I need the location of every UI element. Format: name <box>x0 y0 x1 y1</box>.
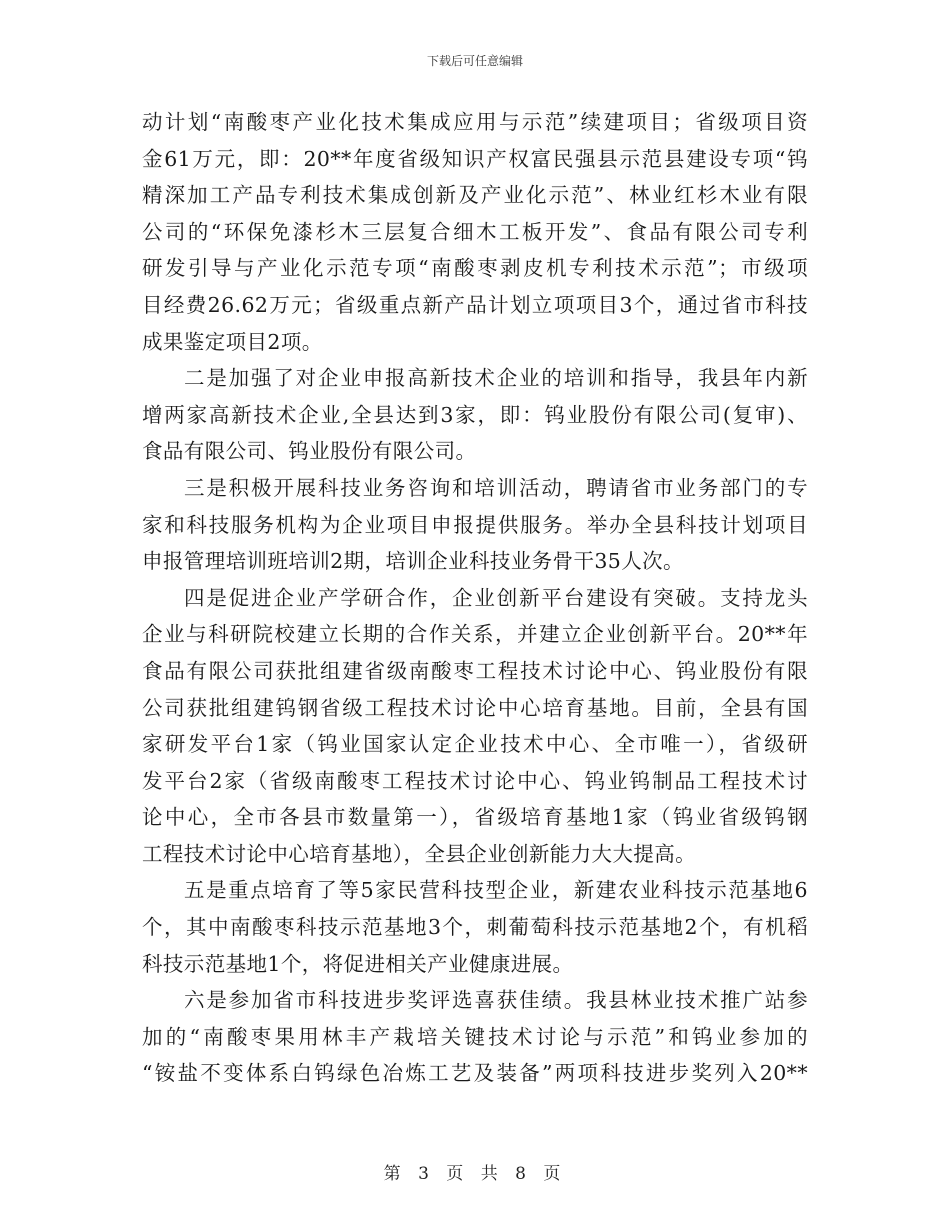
document-body <box>142 104 808 1092</box>
paragraph-line: 精深加工产品专利技术集成创新及产业化示范”、林业红杉木业有限 <box>142 183 808 208</box>
paragraph-line: 工程技术讨论中心培育基地），全县企业创新能力大大提高。 <box>142 841 697 866</box>
paragraph-line: “铵盐不变体系白钨绿色冶炼工艺及装备”两项科技进步奖列入20** <box>142 1061 808 1086</box>
paragraph-line: 金61万元，即：20**年度省级知识产权富民强县示范县建设专项“钨 <box>142 146 808 171</box>
paragraph-line: 论中心，全市各县市数量第一），省级培育基地1家（钨业省级钨钢 <box>142 805 808 830</box>
paragraph-line: 申报管理培训班培训2期，培训企业科技业务骨干35人次。 <box>142 549 684 574</box>
paragraph-line: 动计划“南酸枣产业化技术集成应用与示范”续建项目；省级项目资 <box>142 110 808 134</box>
page-header: 下载后可任意编辑 <box>426 54 523 68</box>
paragraph-line: 加的“南酸枣果用林丰产栽培关键技术讨论与示范”和钨业参加的 <box>142 1024 808 1049</box>
paragraph <box>142 104 808 360</box>
paragraph-line: 公司获批组建钨钢省级工程技术讨论中心培育基地。目前，全县有国 <box>142 695 808 720</box>
paragraph <box>142 470 808 580</box>
paragraph <box>142 982 808 1092</box>
paragraph <box>142 872 808 982</box>
paragraph-line: 研发引导与产业化示范专项“南酸枣剥皮机专利技术示范”；市级项 <box>142 256 808 281</box>
paragraph-line: 三是积极开展科技业务咨询和培训活动，聘请省市业务部门的专 <box>184 475 808 500</box>
paragraph-line: 五是重点培育了等5家民营科技型企业，新建农业科技示范基地6 <box>184 878 808 903</box>
paragraph-line: 二是加强了对企业申报高新技术企业的培训和指导，我县年内新 <box>184 366 808 391</box>
paragraph-line: 科技示范基地1个，将促进相关产业健康进展。 <box>142 951 574 976</box>
paragraph-line: 个，其中南酸枣科技示范基地3个，刺葡萄科技示范基地2个，有机稻 <box>142 915 808 940</box>
paragraph-line: 家研发平台1家（钨业国家认定企业技术中心、全市唯一），省级研 <box>142 732 808 757</box>
paragraph-line: 公司的“环保免漆杉木三层复合细木工板开发”、食品有限公司专利 <box>142 219 808 244</box>
paragraph-line: 发平台2家（省级南酸枣工程技术讨论中心、钨业钨制品工程技术讨 <box>142 768 808 793</box>
paragraph-line: 家和科技服务机构为企业项目申报提供服务。举办全县科技计划项目 <box>142 512 808 537</box>
page-footer: 第 3 页 共 8 页 <box>383 1164 567 1184</box>
paragraph-line: 目经费26.62万元；省级重点新产品计划立项项目3个，通过省市科技 <box>142 292 808 317</box>
paragraph-line: 食品有限公司、钨业股份有限公司。 <box>142 439 477 464</box>
paragraph-line: 增两家高新技术企业,全县达到3家，即：钨业股份有限公司(复审)、 <box>142 402 808 427</box>
paragraph <box>142 360 808 470</box>
paragraph-line: 成果鉴定项目2项。 <box>142 329 323 354</box>
paragraph <box>142 580 808 873</box>
paragraph-line: 企业与科研院校建立长期的合作关系，并建立企业创新平台。20**年 <box>142 622 808 647</box>
paragraph-line: 六是参加省市科技进步奖评选喜获佳绩。我县林业技术推广站参 <box>184 988 808 1013</box>
paragraph-line: 四是促进企业产学研合作，企业创新平台建设有突破。支持龙头 <box>184 585 808 610</box>
paragraph-line: 食品有限公司获批组建省级南酸枣工程技术讨论中心、钨业股份有限 <box>142 658 808 683</box>
